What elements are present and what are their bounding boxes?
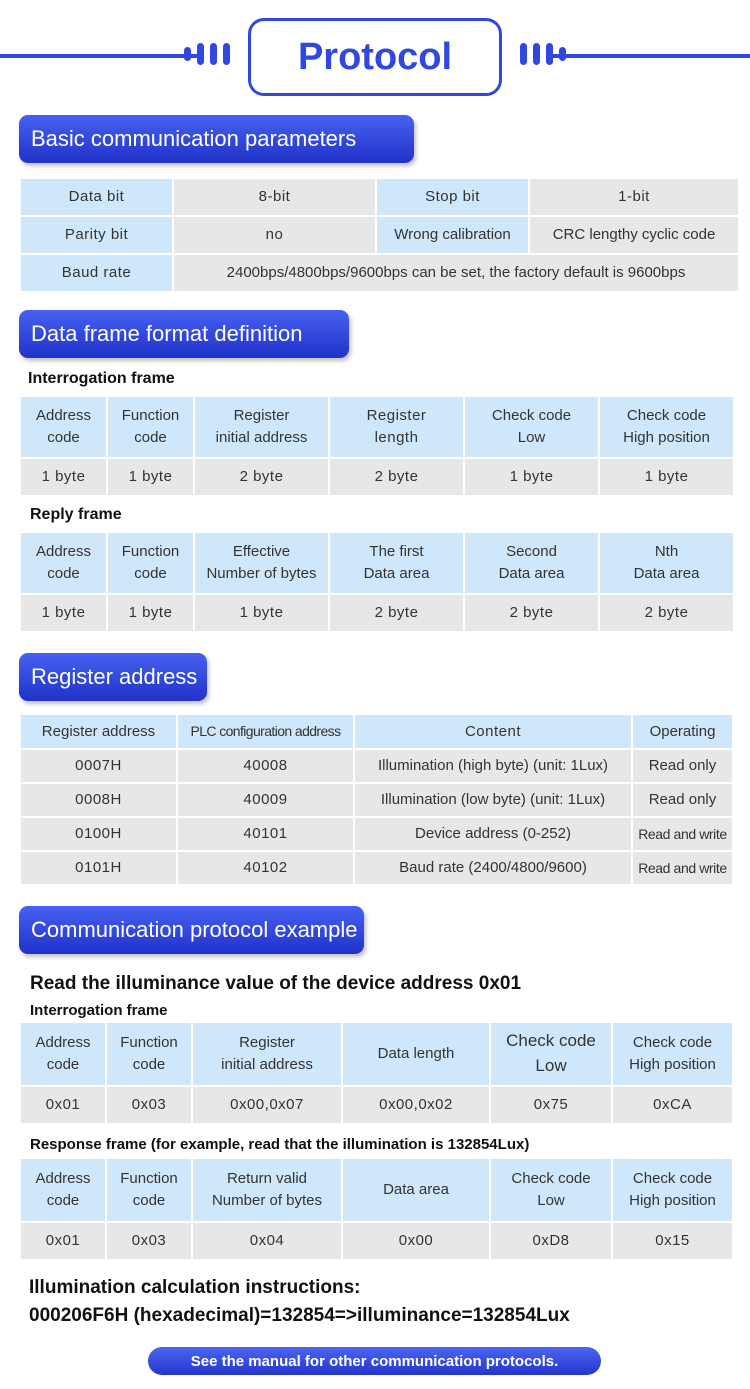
value-cell: Read only (633, 784, 732, 816)
header-cell: Register address (21, 715, 176, 748)
value-cell: 0100H (21, 818, 176, 850)
value-cell: 0101H (21, 852, 176, 884)
value-cell: 1 byte (108, 595, 193, 631)
header-cell: Function code (107, 1159, 191, 1221)
basic-params-table (19, 177, 740, 293)
value-cell: 1 byte (21, 595, 106, 631)
table-row (21, 1023, 732, 1085)
wrong-calibration-value: CRC lengthy cyclic code (530, 217, 738, 253)
parity-label: Parity bit (21, 217, 172, 253)
header-cell: The first Data area (330, 533, 463, 593)
data-bit-label: Data bit (21, 179, 172, 215)
section-basic-params: Basic communication parameters (19, 115, 414, 163)
header-cell: Nth Data area (600, 533, 733, 593)
header-cell: Check code High position (613, 1023, 732, 1085)
header-cell: PLC configuration address (178, 715, 353, 748)
table-row (21, 1159, 732, 1221)
value-cell: 0x03 (107, 1087, 191, 1123)
header-cell: Address code (21, 1159, 105, 1221)
header-cell: Data area (343, 1159, 489, 1221)
value-cell: 40102 (178, 852, 353, 884)
header-line-right (550, 54, 750, 58)
value-cell: 0x75 (491, 1087, 611, 1123)
data-bit-value: 8-bit (174, 179, 375, 215)
header-cell: Address code (21, 397, 106, 457)
value-cell: 0x03 (107, 1223, 191, 1259)
value-cell: Read only (633, 750, 732, 782)
parity-value: no (174, 217, 375, 253)
header-line-left (0, 54, 200, 58)
value-cell: 1 byte (195, 595, 328, 631)
value-cell: 0x15 (613, 1223, 732, 1259)
table-row (21, 397, 733, 457)
value-cell: 0x01 (21, 1087, 105, 1123)
baud-rate-label: Baud rate (21, 255, 172, 291)
header-cell: Function code (108, 533, 193, 593)
value-cell: 40101 (178, 818, 353, 850)
header-cell: Check code Low (491, 1023, 611, 1085)
table-row (21, 459, 733, 495)
table-row (21, 217, 738, 253)
header-cell: Effective Number of bytes (195, 533, 328, 593)
table-row (21, 533, 733, 593)
header-cell: Check code Low (465, 397, 598, 457)
value-cell: Read and write (633, 818, 732, 850)
example-interrogation-title: Interrogation frame (30, 1002, 168, 1019)
value-cell: 0x00 (343, 1223, 489, 1259)
table-row (21, 715, 732, 748)
value-cell: 1 byte (600, 459, 733, 495)
section-frame-format: Data frame format definition (19, 310, 349, 358)
page-header (0, 0, 750, 110)
table-row (21, 818, 732, 850)
example-heading: Read the illuminance value of the device address 0x01 (30, 973, 522, 994)
table-row (21, 595, 733, 631)
value-cell: 0xCA (613, 1087, 732, 1123)
interrogation-frame-table (19, 395, 735, 497)
value-cell: 0x04 (193, 1223, 341, 1259)
table-row (21, 179, 738, 215)
calculation-formula: 000206F6H (hexadecimal)=132854=>illuminance=132854Lux (29, 1305, 570, 1326)
header-cell: Register length (330, 397, 463, 457)
calculation-title: Illumination calculation instructions: (29, 1277, 361, 1298)
reply-frame-table (19, 531, 735, 633)
register-address-table (19, 713, 734, 886)
stop-bit-value: 1-bit (530, 179, 738, 215)
header-cell: Address code (21, 1023, 105, 1085)
value-cell: Illumination (high byte) (unit: 1Lux) (355, 750, 631, 782)
value-cell: 2 byte (195, 459, 328, 495)
value-cell: 40009 (178, 784, 353, 816)
value-cell: 1 byte (465, 459, 598, 495)
value-cell: Illumination (low byte) (unit: 1Lux) (355, 784, 631, 816)
stop-bit-label: Stop bit (377, 179, 528, 215)
table-row (21, 750, 732, 782)
footer-note: See the manual for other communication protocols. (148, 1347, 601, 1375)
table-row (21, 1087, 732, 1123)
example-response-table (19, 1157, 734, 1261)
header-cell: Register initial address (195, 397, 328, 457)
header-cell: Operating (633, 715, 732, 748)
header-cell: Check code High position (600, 397, 733, 457)
value-cell: Read and write (633, 852, 732, 884)
value-cell: Device address (0-252) (355, 818, 631, 850)
value-cell: 0008H (21, 784, 176, 816)
example-response-title: Response frame (for example, read that the illumination is 132854Lux) (30, 1136, 530, 1153)
value-cell: 0x00,0x07 (193, 1087, 341, 1123)
section-protocol-example: Communication protocol example (19, 906, 364, 954)
reply-frame-title: Reply frame (30, 506, 122, 523)
value-cell: 0x00,0x02 (343, 1087, 489, 1123)
table-row (21, 255, 738, 291)
header-cell: Function code (108, 397, 193, 457)
value-cell: 2 byte (330, 459, 463, 495)
header-cell: Address code (21, 533, 106, 593)
header-cell: Content (355, 715, 631, 748)
page-title: Protocol (297, 35, 453, 78)
value-cell: 2 byte (465, 595, 598, 631)
header-cell: Return valid Number of bytes (193, 1159, 341, 1221)
header-cell: Check code High position (613, 1159, 732, 1221)
value-cell: 0x01 (21, 1223, 105, 1259)
example-interrogation-table (19, 1021, 734, 1125)
header-cell: Second Data area (465, 533, 598, 593)
table-row (21, 784, 732, 816)
baud-rate-value: 2400bps/4800bps/9600bps can be set, the factory default is 9600bps (174, 255, 738, 291)
header-cell: Register initial address (193, 1023, 341, 1085)
wrong-calibration-label: Wrong calibration (377, 217, 528, 253)
header-bars-left (184, 43, 230, 65)
value-cell: Baud rate (2400/4800/9600) (355, 852, 631, 884)
table-row (21, 1223, 732, 1259)
header-cell: Function code (107, 1023, 191, 1085)
table-row (21, 852, 732, 884)
header-cell: Check code Low (491, 1159, 611, 1221)
value-cell: 40008 (178, 750, 353, 782)
page-title-box (248, 18, 502, 96)
header-cell: Data length (343, 1023, 489, 1085)
value-cell: 0007H (21, 750, 176, 782)
section-register-address: Register address (19, 653, 207, 701)
value-cell: 1 byte (108, 459, 193, 495)
value-cell: 2 byte (600, 595, 733, 631)
value-cell: 2 byte (330, 595, 463, 631)
value-cell: 0xD8 (491, 1223, 611, 1259)
value-cell: 1 byte (21, 459, 106, 495)
interrogation-frame-title: Interrogation frame (28, 370, 175, 387)
